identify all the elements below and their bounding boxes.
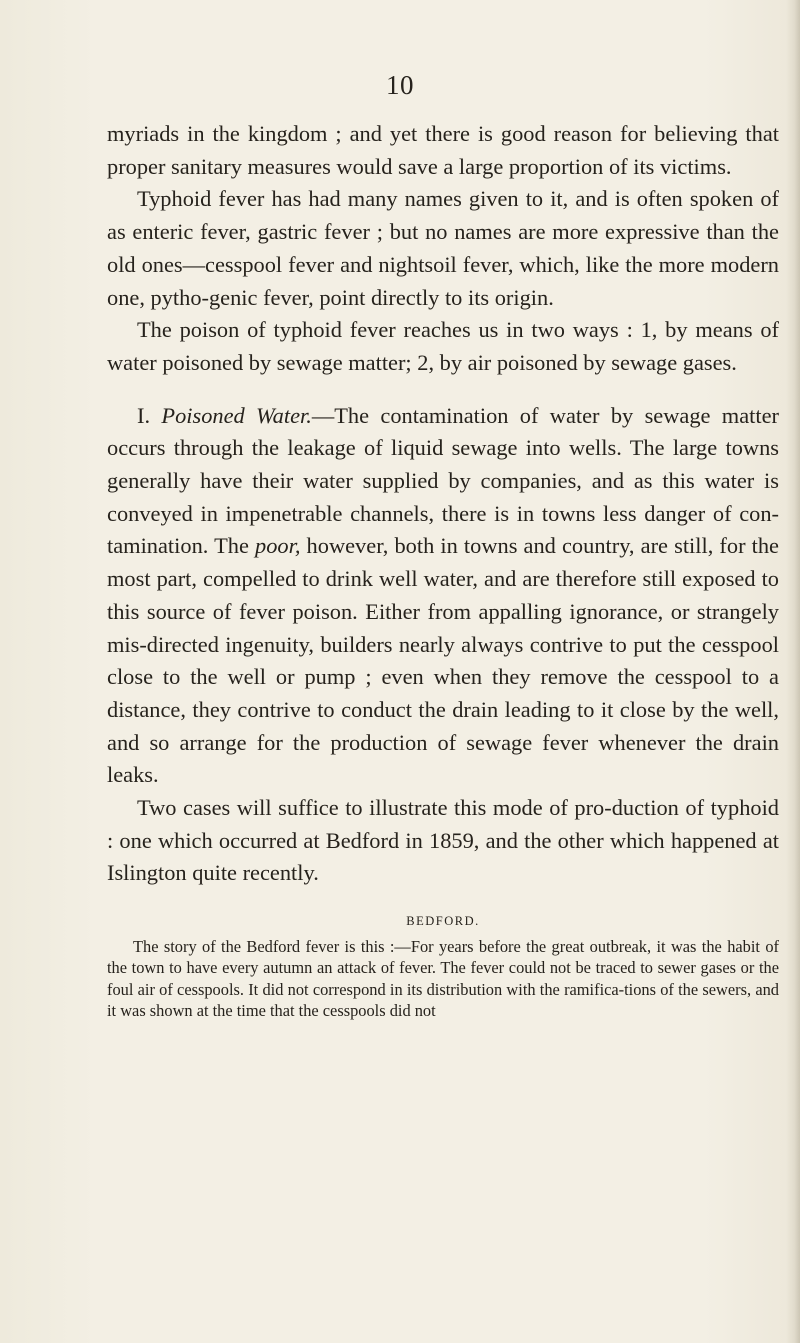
page-edge-shadow — [786, 0, 800, 1343]
page-number: 10 — [386, 70, 414, 100]
paragraph-bedford-story: The story of the Bedford fever is this :—For years before the great outbreak, it was the habit of the town to have every autumn an attack of fever. The fever could not be traced to sewer gases or the foul air of cesspools. It did not correspond in its distribution with the ramifica-tions of the sewers, and it was shown at the time that the cesspools did not — [107, 937, 779, 1020]
section-heading-bedford: BEDFORD. — [406, 914, 480, 929]
paragraph-two-cases: Two cases will suffice to illustrate this mode of pro-duction of typhoid : one which occurred at Bedford in 1859, and the other which happened at Islington quite recently. — [107, 795, 779, 886]
poor-emphasis: poor, — [255, 533, 301, 559]
paragraph-poisoned-water — [107, 400, 779, 792]
section-number: I. — [137, 402, 162, 428]
poisoned-water-text-a: —The contamination of water by sewage matter occurs through the leakage of liquid sewage into wells. The large towns generally have their water supplied by companies, and as this water is conveyed in impenetrable channels, there is in towns less danger of con-tamination. The — [107, 402, 779, 559]
poisoned-water-heading: Poisoned Water. — [161, 402, 312, 428]
poisoned-water-text-b: however, both in towns and country, are still, for the most part, compelled to drink well water, and are therefore still exposed to this source of fever poison. Either from appalling ignorance, or strangely mis-directed ingenuity, builders nearly always contrive to put the cesspool close to the well or pump ; even when they remove the cesspool to a distance, they contrive to conduct the drain leading to it close by the well, and so arrange for the production of sewage fever whenever the drain leaks. — [107, 533, 779, 788]
body-text — [107, 118, 779, 1021]
paragraph-myriads: myriads in the kingdom ; and yet there is good reason for believing that proper sanitary measures would save a large proportion of its victims. — [107, 121, 779, 179]
paragraph-poison-ways: The poison of typhoid fever reaches us in two ways : 1, by means of water poisoned by sewage matter; 2, by air poisoned by sewage gases. — [107, 317, 779, 375]
paragraph-typhoid-names: Typhoid fever has had many names given to it, and is often spoken of as enteric fever, gastric fever ; but no names are more expressive than the old ones—cesspool fever and nightsoil fever, which, like the more modern one, pytho-genic fever, point directly to its origin. — [107, 186, 779, 310]
